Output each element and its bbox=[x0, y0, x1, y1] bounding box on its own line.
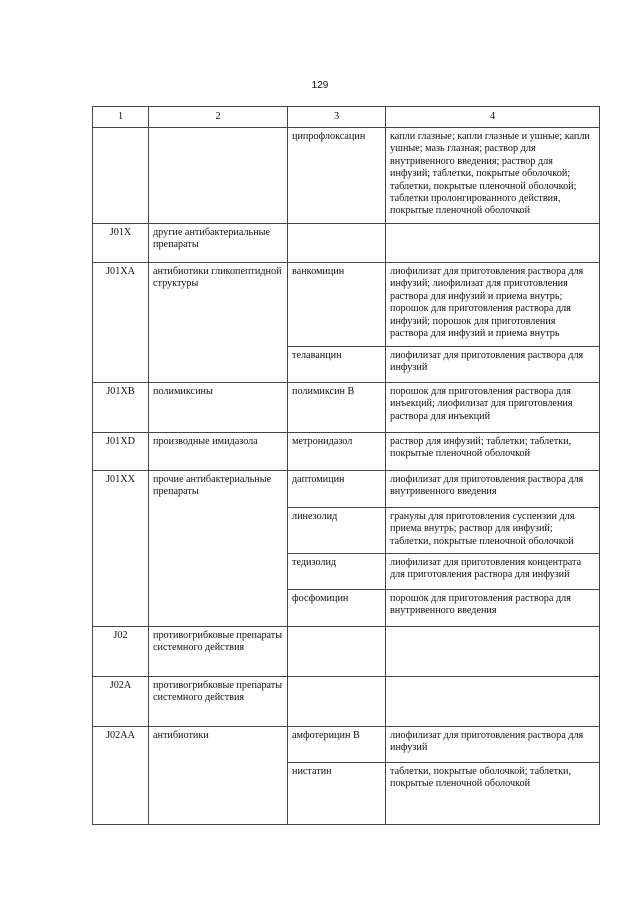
table-row bbox=[93, 677, 600, 727]
table-row bbox=[93, 627, 600, 677]
table-row bbox=[93, 128, 600, 224]
dosage-form-cell: капли глазные; капли глазные и ушные; капли ушные; мазь глазная; раствор для внутривенного введения; раствор для инфузий; таблетки, покрытые оболочкой; таблетки, покрытые пленочной оболочкой; таблетки пролонгированного действия, покрытые пленочной оболочкой bbox=[386, 128, 600, 224]
drug-name-cell: даптомицин bbox=[288, 471, 386, 508]
drug-name-cell: нистатин bbox=[288, 763, 386, 825]
atc-code-cell: J01X bbox=[93, 224, 149, 263]
table-row bbox=[93, 433, 600, 471]
drug-table bbox=[92, 106, 600, 825]
atc-code-cell: J02AA bbox=[93, 727, 149, 825]
atc-code-cell: J01XA bbox=[93, 263, 149, 383]
column-header: 2 bbox=[149, 107, 288, 128]
drug-name-cell: амфотерицин В bbox=[288, 727, 386, 763]
dosage-form-cell bbox=[386, 224, 600, 263]
dosage-form-cell: лиофилизат для приготовления раствора для инфузий bbox=[386, 727, 600, 763]
group-cell bbox=[149, 128, 288, 224]
atc-code-cell: J02A bbox=[93, 677, 149, 727]
group-cell: прочие антибактериальные препараты bbox=[149, 471, 288, 627]
table-header-row bbox=[93, 107, 600, 128]
drug-name-cell: телаванцин bbox=[288, 347, 386, 383]
table-row bbox=[93, 263, 600, 347]
dosage-form-cell bbox=[386, 627, 600, 677]
drug-name-cell: фосфомицин bbox=[288, 590, 386, 627]
drug-name-cell: линезолид bbox=[288, 508, 386, 554]
table-row bbox=[93, 471, 600, 508]
dosage-form-cell: лиофилизат для приготовления раствора для внутривенного введения bbox=[386, 471, 600, 508]
table-row bbox=[93, 727, 600, 763]
drug-name-cell bbox=[288, 677, 386, 727]
column-header: 3 bbox=[288, 107, 386, 128]
table-row bbox=[93, 224, 600, 263]
atc-code-cell: J01XX bbox=[93, 471, 149, 627]
dosage-form-cell bbox=[386, 677, 600, 727]
drug-name-cell bbox=[288, 627, 386, 677]
dosage-form-cell: раствор для инфузий; таблетки; таблетки, покрытые пленочной оболочкой bbox=[386, 433, 600, 471]
atc-code-cell: J01XB bbox=[93, 383, 149, 433]
group-cell: полимиксины bbox=[149, 383, 288, 433]
drug-name-cell: ципрофлоксацин bbox=[288, 128, 386, 224]
drug-name-cell: полимиксин В bbox=[288, 383, 386, 433]
group-cell: противогрибковые препараты системного действия bbox=[149, 627, 288, 677]
drug-name-cell bbox=[288, 224, 386, 263]
dosage-form-cell: лиофилизат для приготовления раствора для инфузий bbox=[386, 347, 600, 383]
column-header: 1 bbox=[93, 107, 149, 128]
column-header: 4 bbox=[386, 107, 600, 128]
dosage-form-cell: таблетки, покрытые оболочкой; таблетки, покрытые пленочной оболочкой bbox=[386, 763, 600, 825]
atc-code-cell: J01XD bbox=[93, 433, 149, 471]
drug-name-cell: тедизолид bbox=[288, 554, 386, 590]
atc-code-cell: J02 bbox=[93, 627, 149, 677]
group-cell: производные имидазола bbox=[149, 433, 288, 471]
group-cell: антибиотики гликопептидной структуры bbox=[149, 263, 288, 383]
dosage-form-cell: гранулы для приготовления суспензии для приема внутрь; раствор для инфузий; таблетки, покрытые пленочной оболочкой bbox=[386, 508, 600, 554]
group-cell: антибиотики bbox=[149, 727, 288, 825]
dosage-form-cell: лиофилизат для приготовления раствора для инфузий; лиофилизат для приготовления раствора для инфузий и приема внутрь; порошок для приготовления раствора для инфузий; порошок для приготовления раствора для инфузий и приема внутрь bbox=[386, 263, 600, 347]
drug-name-cell: метронидазол bbox=[288, 433, 386, 471]
atc-code-cell bbox=[93, 128, 149, 224]
page-number: 129 bbox=[311, 80, 329, 91]
dosage-form-cell: порошок для приготовления раствора для инъекций; лиофилизат для приготовления раствора для инъекций bbox=[386, 383, 600, 433]
table-row bbox=[93, 383, 600, 433]
dosage-form-cell: лиофилизат для приготовления концентрата для приготовления раствора для инфузий bbox=[386, 554, 600, 590]
dosage-form-cell: порошок для приготовления раствора для внутривенного введения bbox=[386, 590, 600, 627]
group-cell: противогрибковые препараты системного действия bbox=[149, 677, 288, 727]
group-cell: другие антибактериальные препараты bbox=[149, 224, 288, 263]
drug-name-cell: ванкомицин bbox=[288, 263, 386, 347]
